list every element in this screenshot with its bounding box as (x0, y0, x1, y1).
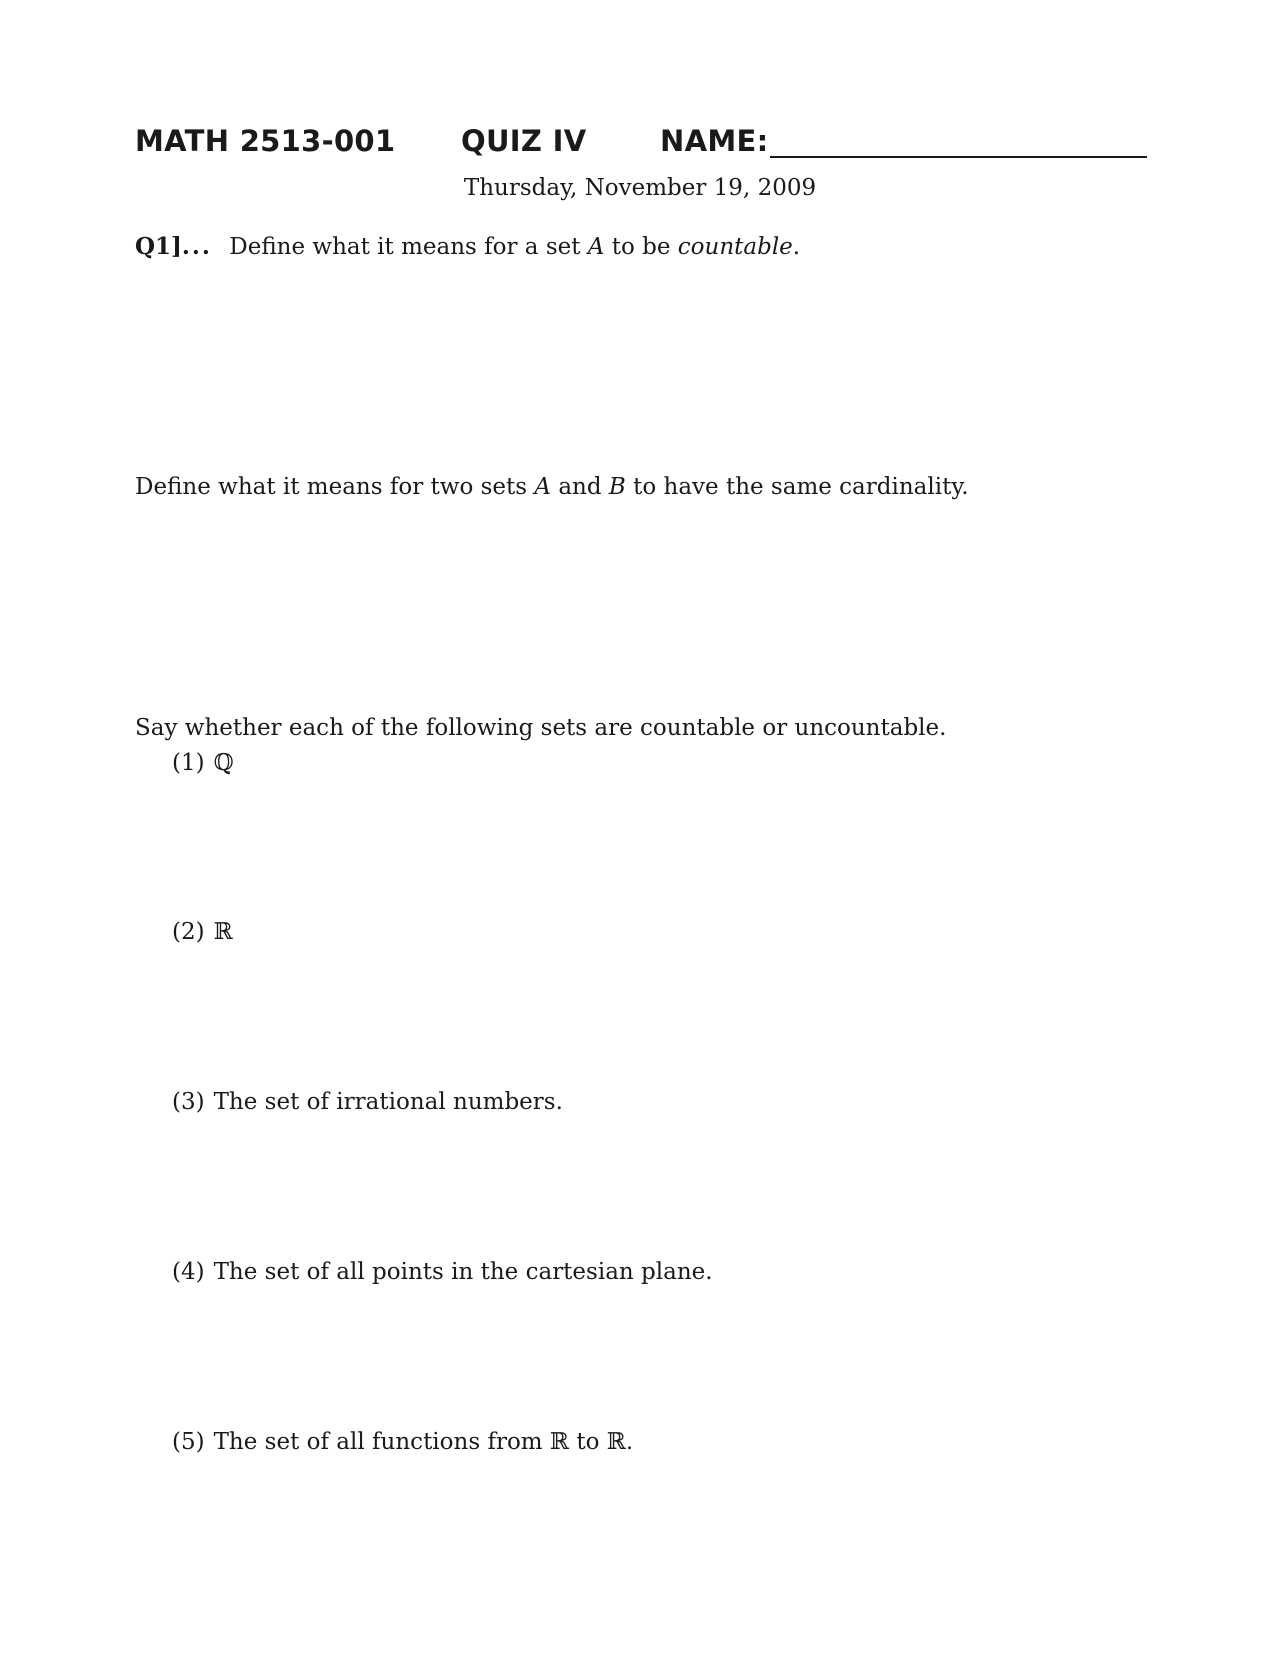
list-item (172, 750, 234, 776)
question-1-emphasis: countable (677, 234, 793, 260)
quiz-title: QUIZ IV (461, 124, 587, 158)
part-2-and: and (558, 474, 602, 500)
header (135, 124, 1145, 164)
list-item-text: The set of irrational numbers. (213, 1089, 563, 1115)
math-var-a: A (534, 474, 552, 500)
math-var-a: A (587, 234, 605, 260)
question-1-label: Q1] (135, 233, 182, 260)
name-field (660, 124, 1147, 158)
part-2-text-end: to have the same cardinality. (633, 474, 969, 500)
list-item-number: (1) (172, 750, 205, 776)
question-1-part-2 (135, 474, 969, 500)
list-item (172, 1089, 563, 1115)
question-1-text-before: Define what it means for a set (229, 234, 581, 260)
list-item-text: ℚ (213, 750, 234, 776)
list-item-text: The set of all points in the cartesian plane. (213, 1259, 713, 1285)
question-1 (135, 233, 800, 260)
list-item-text: The set of all functions from ℝ to ℝ. (213, 1429, 634, 1455)
question-1-period: . (792, 234, 801, 260)
name-blank-line (770, 124, 1147, 158)
quiz-date: Thursday, November 19, 2009 (463, 175, 817, 201)
question-1-part-3: Say whether each of the following sets are countable or uncountable. (135, 715, 947, 741)
part-2-text-before: Define what it means for two sets (135, 474, 528, 500)
math-var-b: B (608, 474, 626, 500)
question-1-text-middle: to be (611, 234, 671, 260)
list-item-text: ℝ (213, 919, 233, 945)
question-1-dots: ... (181, 233, 212, 260)
list-item-number: (5) (172, 1429, 205, 1455)
list-item (172, 1429, 633, 1455)
list-item-number: (4) (172, 1259, 205, 1285)
list-item (172, 919, 233, 945)
course-code: MATH 2513-001 (135, 124, 396, 158)
list-item-number: (3) (172, 1089, 205, 1115)
list-item-number: (2) (172, 919, 205, 945)
list-item (172, 1259, 713, 1285)
name-label: NAME: (660, 124, 769, 158)
